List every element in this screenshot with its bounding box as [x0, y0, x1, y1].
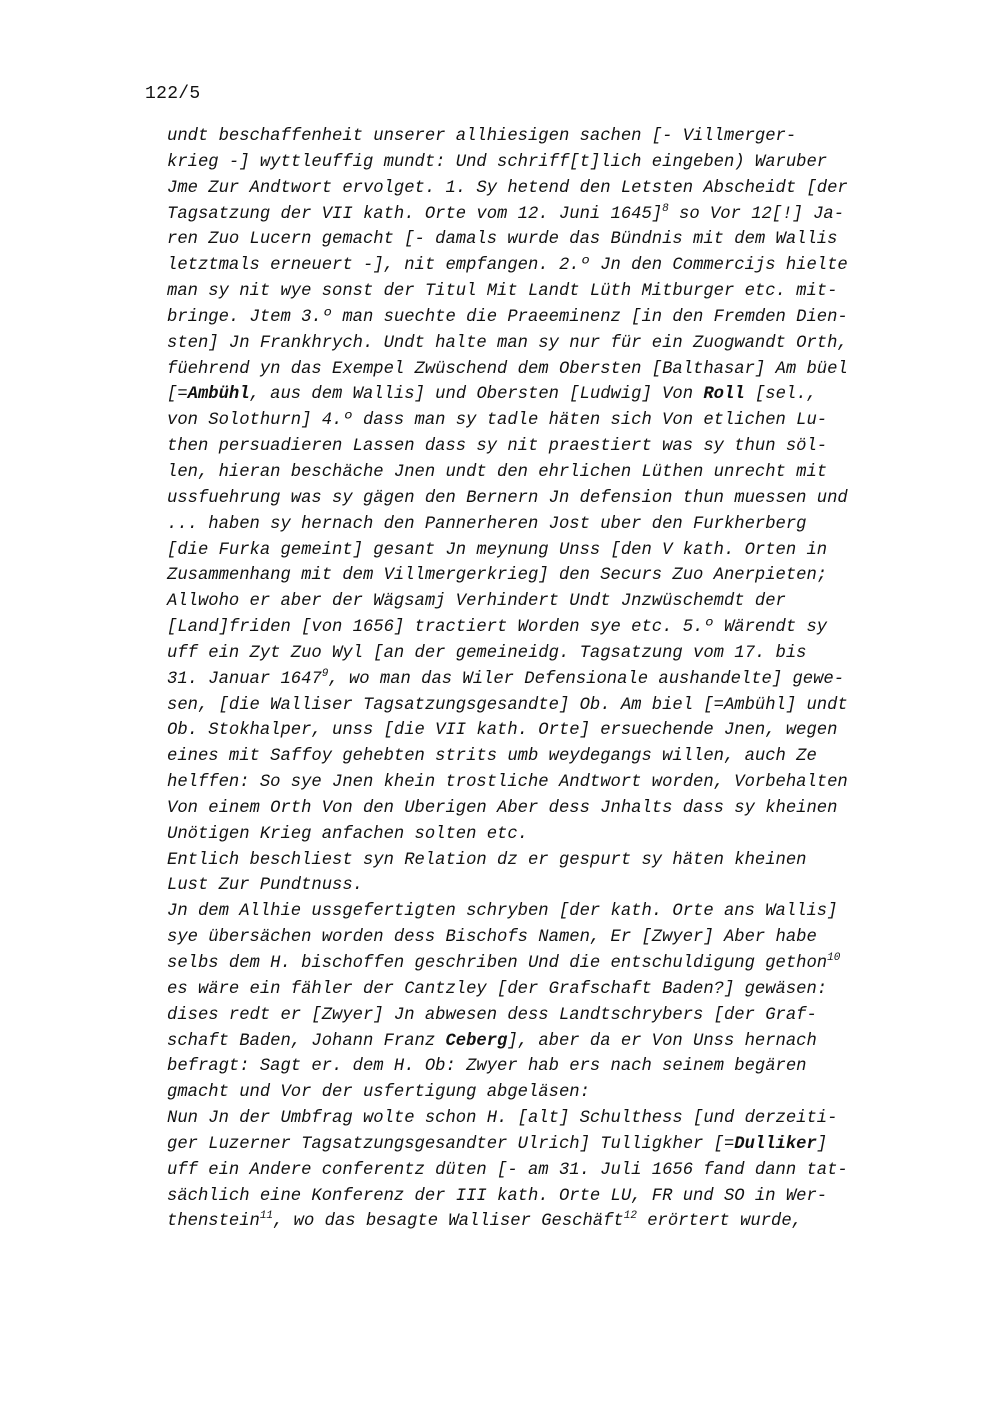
- text-segment: Von einem Orth Von den Uberigen Aber dess Jnhalts dass sy kheinen: [167, 798, 838, 818]
- text-line: [167, 641, 967, 667]
- text-line: [167, 124, 967, 150]
- text-segment: selbs dem H. bischoffen geschriben Und die entschuldigung gethon: [167, 954, 828, 973]
- text-line: [167, 822, 967, 848]
- text-segment: Jn dem Allhie ussgefertigten schryben [der kath. Orte ans Wallis]: [167, 902, 838, 922]
- bold-name: Dulliker: [734, 1134, 817, 1154]
- text-segment: ger Luzerner Tagsatzungsgesandter Ulrich] Tulligkher [=: [167, 1134, 735, 1154]
- text-line: [167, 744, 967, 770]
- text-segment: letztmals erneuert -], nit empfangen. 2.º Jn den Commercijs hielte: [167, 256, 848, 276]
- text-line: [167, 1209, 967, 1235]
- text-line: [167, 589, 967, 615]
- text-segment: ren Zuo Lucern gemacht [- damals wurde das Bündnis mit dem Wallis: [167, 230, 838, 250]
- text-line: [167, 951, 967, 977]
- text-segment: ... haben sy hernach den Pannerheren Jost uber den Furkherberg: [167, 514, 807, 534]
- text-segment: undt beschaffenheit unserer allhiesigen sachen [- Villmerger-: [167, 127, 797, 146]
- text-segment: thenstein: [167, 1212, 260, 1232]
- text-segment: befragt: Sagt er. dem H. Ob: Zwyer hab ers nach seinem begären: [167, 1057, 807, 1077]
- footnote-marker: 8: [662, 202, 669, 215]
- text-segment: [die Furka gemeint] gesant Jn meynung Unss [den V kath. Orten in: [167, 540, 828, 560]
- text-segment: sye übersächen worden dess Bischofs Namen, Er [Zwyer] Aber habe: [167, 928, 817, 948]
- text-segment: len, hieran beschäche Jnen undt den ehrlichen Lüthen unrecht mit: [167, 462, 828, 482]
- text-segment: ], aber da er Von Unss hernach: [507, 1031, 817, 1051]
- text-line: [167, 253, 967, 279]
- text-segment: uff ein Zyt Zuo Wyl [an der gemeineidg. Tagsatzung vom 17. bis: [167, 643, 807, 663]
- text-line: [167, 925, 967, 951]
- text-line: [167, 1132, 967, 1158]
- text-segment: ussfuehrung was sy gägen den Bernern Jn defension thun muessen und: [167, 488, 848, 508]
- text-line: [167, 770, 967, 796]
- text-line: [167, 796, 967, 822]
- text-line: [167, 1054, 967, 1080]
- text-line: [167, 434, 967, 460]
- footnote-marker: 9: [321, 667, 329, 680]
- text-segment: sten] Jn Frankhrych. Undt halte man sy nur für ein Zuogwandt Orth,: [167, 333, 848, 353]
- text-segment: [sel.,: [744, 385, 817, 405]
- text-line: [167, 615, 967, 641]
- text-segment: gmacht und Vor der usfertigung abgeläsen:: [167, 1083, 590, 1103]
- text-line: [167, 1003, 967, 1029]
- text-line: [167, 460, 967, 486]
- text-line: [167, 382, 967, 408]
- text-line: [167, 227, 967, 253]
- text-line: [167, 563, 967, 589]
- text-line: [167, 202, 967, 228]
- text-line: [167, 176, 967, 202]
- text-segment: krieg -] wyttleuffig mundt: Und schriff[t]lich eingeben) Waruber: [167, 152, 828, 172]
- text-line: [167, 486, 967, 512]
- text-segment: [=: [167, 385, 188, 405]
- text-segment: erörtert wurde,: [636, 1212, 802, 1232]
- text-segment: , wo das besagte Walliser Geschäft: [273, 1212, 624, 1232]
- text-segment: Lust Zur Pundtnuss.: [167, 876, 363, 896]
- text-segment: uff ein Andere conferentz düten [- am 31. Juli 1656 fand dann tat-: [167, 1160, 848, 1180]
- text-line: [167, 1184, 967, 1210]
- text-segment: es wäre ein fähler der Cantzley [der Grafschaft Baden?] gewäsen:: [167, 979, 828, 999]
- footnote-marker: 12: [623, 1210, 637, 1223]
- text-segment: Ob. Stokhalper, unss [die VII kath. Orte] ersuechende Jnen, wegen: [167, 721, 838, 741]
- text-segment: Entlich beschliest syn Relation dz er gespurt sy häten kheinen: [167, 850, 807, 870]
- text-segment: man sy nit wye sonst der Titul Mit Landt Lüth Mitburger etc. mit-: [167, 282, 838, 302]
- text-segment: , wo man das Wiler Defensionale aushandelte] gewe-: [328, 669, 845, 689]
- text-line: [167, 1080, 967, 1106]
- text-segment: so Vor 12[!] Ja-: [668, 204, 845, 224]
- text-line: [167, 873, 967, 899]
- text-line: [167, 305, 967, 331]
- text-line: [167, 1029, 967, 1055]
- text-line: [167, 848, 967, 874]
- text-segment: ]: [816, 1134, 828, 1154]
- text-line: [167, 1106, 967, 1132]
- text-segment: Allwoho er aber der Wägsamj Verhindert Undt Jnzwüschemdt der: [167, 592, 786, 612]
- text-line: [167, 977, 967, 1003]
- text-segment: 31. Januar 1647: [167, 669, 322, 689]
- text-line: [167, 512, 967, 538]
- text-line: [167, 279, 967, 305]
- text-segment: füehrend yn das Exempel Zwüschend dem Obersten [Balthasar] Am büel: [167, 359, 848, 379]
- text-line: [167, 331, 967, 357]
- text-segment: eines mit Saffoy gehebten strits umb weydegangs willen, auch Ze: [167, 747, 817, 767]
- text-line: [167, 718, 967, 744]
- bold-name: Ceberg: [445, 1031, 508, 1051]
- text-segment: then persuadieren Lassen dass sy nit praestiert was sy thun söl-: [167, 437, 828, 457]
- text-line: [167, 1158, 967, 1184]
- text-line: [167, 150, 967, 176]
- text-line: [167, 899, 967, 925]
- footnote-marker: 11: [259, 1210, 274, 1223]
- footnote-marker: 10: [827, 952, 841, 964]
- page-number: 122/5: [145, 84, 201, 104]
- text-line: [167, 408, 967, 434]
- bold-name: Roll: [703, 385, 745, 405]
- text-segment: schaft Baden, Johann Franz: [167, 1031, 446, 1051]
- text-line: [167, 357, 967, 383]
- text-segment: Nun Jn der Umbfrag wolte schon H. [alt] Schulthess [und derzeiti-: [167, 1109, 838, 1129]
- text-segment: bringe. Jtem 3.º man suechte die Praeeminenz [in den Fremden Dien-: [167, 307, 848, 327]
- text-line: [167, 667, 967, 693]
- text-segment: , aus dem Wallis] und Obersten [Ludwig] Von: [249, 385, 704, 405]
- bold-name: Ambühl: [187, 385, 250, 405]
- text-segment: [Land]friden [von 1656] tractiert Worden sye etc. 5.º Wärendt sy: [167, 618, 828, 638]
- text-segment: helffen: So sye Jnen khein trostliche Andtwort worden, Vorbehalten: [167, 773, 848, 793]
- text-segment: sen, [die Walliser Tagsatzungsgesandte] Ob. Am biel [=Ambühl] undt: [167, 695, 848, 715]
- text-line: [167, 693, 967, 719]
- text-segment: sächlich eine Konferenz der III kath. Orte LU, FR und SO in Wer-: [167, 1186, 828, 1206]
- text-segment: dises redt er [Zwyer] Jn abwesen dess Landtschrybers [der Graf-: [167, 1005, 817, 1025]
- text-line: [167, 538, 967, 564]
- text-segment: Tagsatzung der VII kath. Orte vom 12. Juni 1645]: [167, 204, 663, 224]
- text-segment: von Solothurn] 4.º dass man sy tadle häten sich Von etlichen Lu-: [167, 411, 828, 431]
- document-body: [167, 124, 967, 1235]
- text-segment: Jme Zur Andtwort ervolget. 1. Sy hetend den Letsten Abscheidt [der: [167, 178, 848, 198]
- text-segment: Unötigen Krieg anfachen solten etc.: [167, 824, 528, 844]
- text-segment: Zusammenhang mit dem Villmergerkrieg] den Securs Zuo Anerpieten;: [167, 566, 828, 586]
